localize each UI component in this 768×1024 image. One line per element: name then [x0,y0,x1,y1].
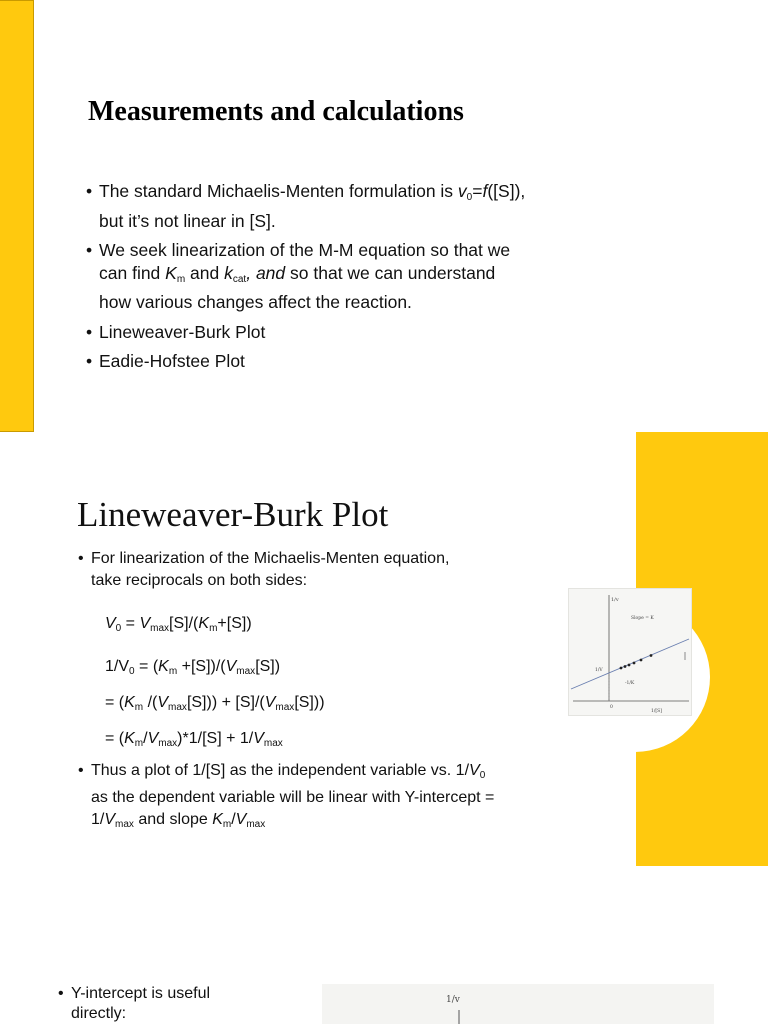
slide-measurements [0,0,768,432]
data-point [633,662,636,665]
intercept-y-label: 1/V [595,668,603,673]
bullet-plot-description: • Thus a plot of 1/[S] as the independent variable vs. $1/V_0$ as the dependent variable will be linear with Y-intercept = $1/V_{max}$ and slope $K_m/V_{max}$ [78,760,498,836]
data-point [624,665,627,668]
equation-reciprocal: $1/V_0 = (K_m +[S])/(V_{max}[S])$ [105,658,281,677]
plot-partial [322,984,714,1024]
slide-lineweaver-burk [0,432,768,866]
bullet-eadie-hofstee: • Eadie-Hofstee Plot [86,350,526,373]
slide-title: Measurements and calculations [88,96,464,127]
x-axis-label: 1/[S] [651,709,662,714]
slope-label: Slope = K [631,616,654,621]
origin-label: 0 [610,705,613,710]
data-point [650,654,653,657]
equation-split: = ($K_m$ $/(V_{max}[S])) + [S]/(V_{max}[S])$) [105,694,325,713]
data-point [640,659,643,662]
bullet-lineweaver-burk: • Lineweaver-Burk Plot [86,321,526,344]
accent-bar-left [0,0,34,432]
bullet-list [78,548,450,592]
bullet-y-intercept: • Y-intercept is useful directly: [58,984,258,1024]
y-axis-label: 1/v [611,597,619,603]
lineweaver-burk-plot [569,589,693,717]
slide-y-intercept [0,960,768,1024]
slide-title: Lineweaver-Burk Plot [77,495,389,534]
bullet-list [58,984,258,1024]
bullet-linearization: • We seek linearization of the M-M equation so that we can find $K_m$ and $k_{cat}$, and so that we can understand how various changes affect the reaction. [86,239,526,314]
bullet-reciprocals: • For linearization of the Michaelis-Menten equation, take reciprocals on both sides: [78,548,450,592]
equation-mm: $V_0 = V_{max}[S]/(K_m+[S])$ [105,615,252,634]
data-point [628,664,631,667]
lineweaver-burk-plot-image [568,588,692,716]
equation-linear-form: = $(K_m/V_{max})*1/[S] + 1/V_{max}$ [105,730,283,749]
bullet-list [86,180,526,380]
bullet-list [78,760,498,836]
data-point [620,667,623,670]
y-axis-label: 1/v [446,995,460,1005]
plot-image-partial [322,984,714,1024]
bullet-mm-formulation: • The standard Michaelis-Menten formulation is $v_0=f([S])$, but it’s not linear in [S]. [86,180,526,232]
intercept-x-label: -1/K [625,681,635,686]
